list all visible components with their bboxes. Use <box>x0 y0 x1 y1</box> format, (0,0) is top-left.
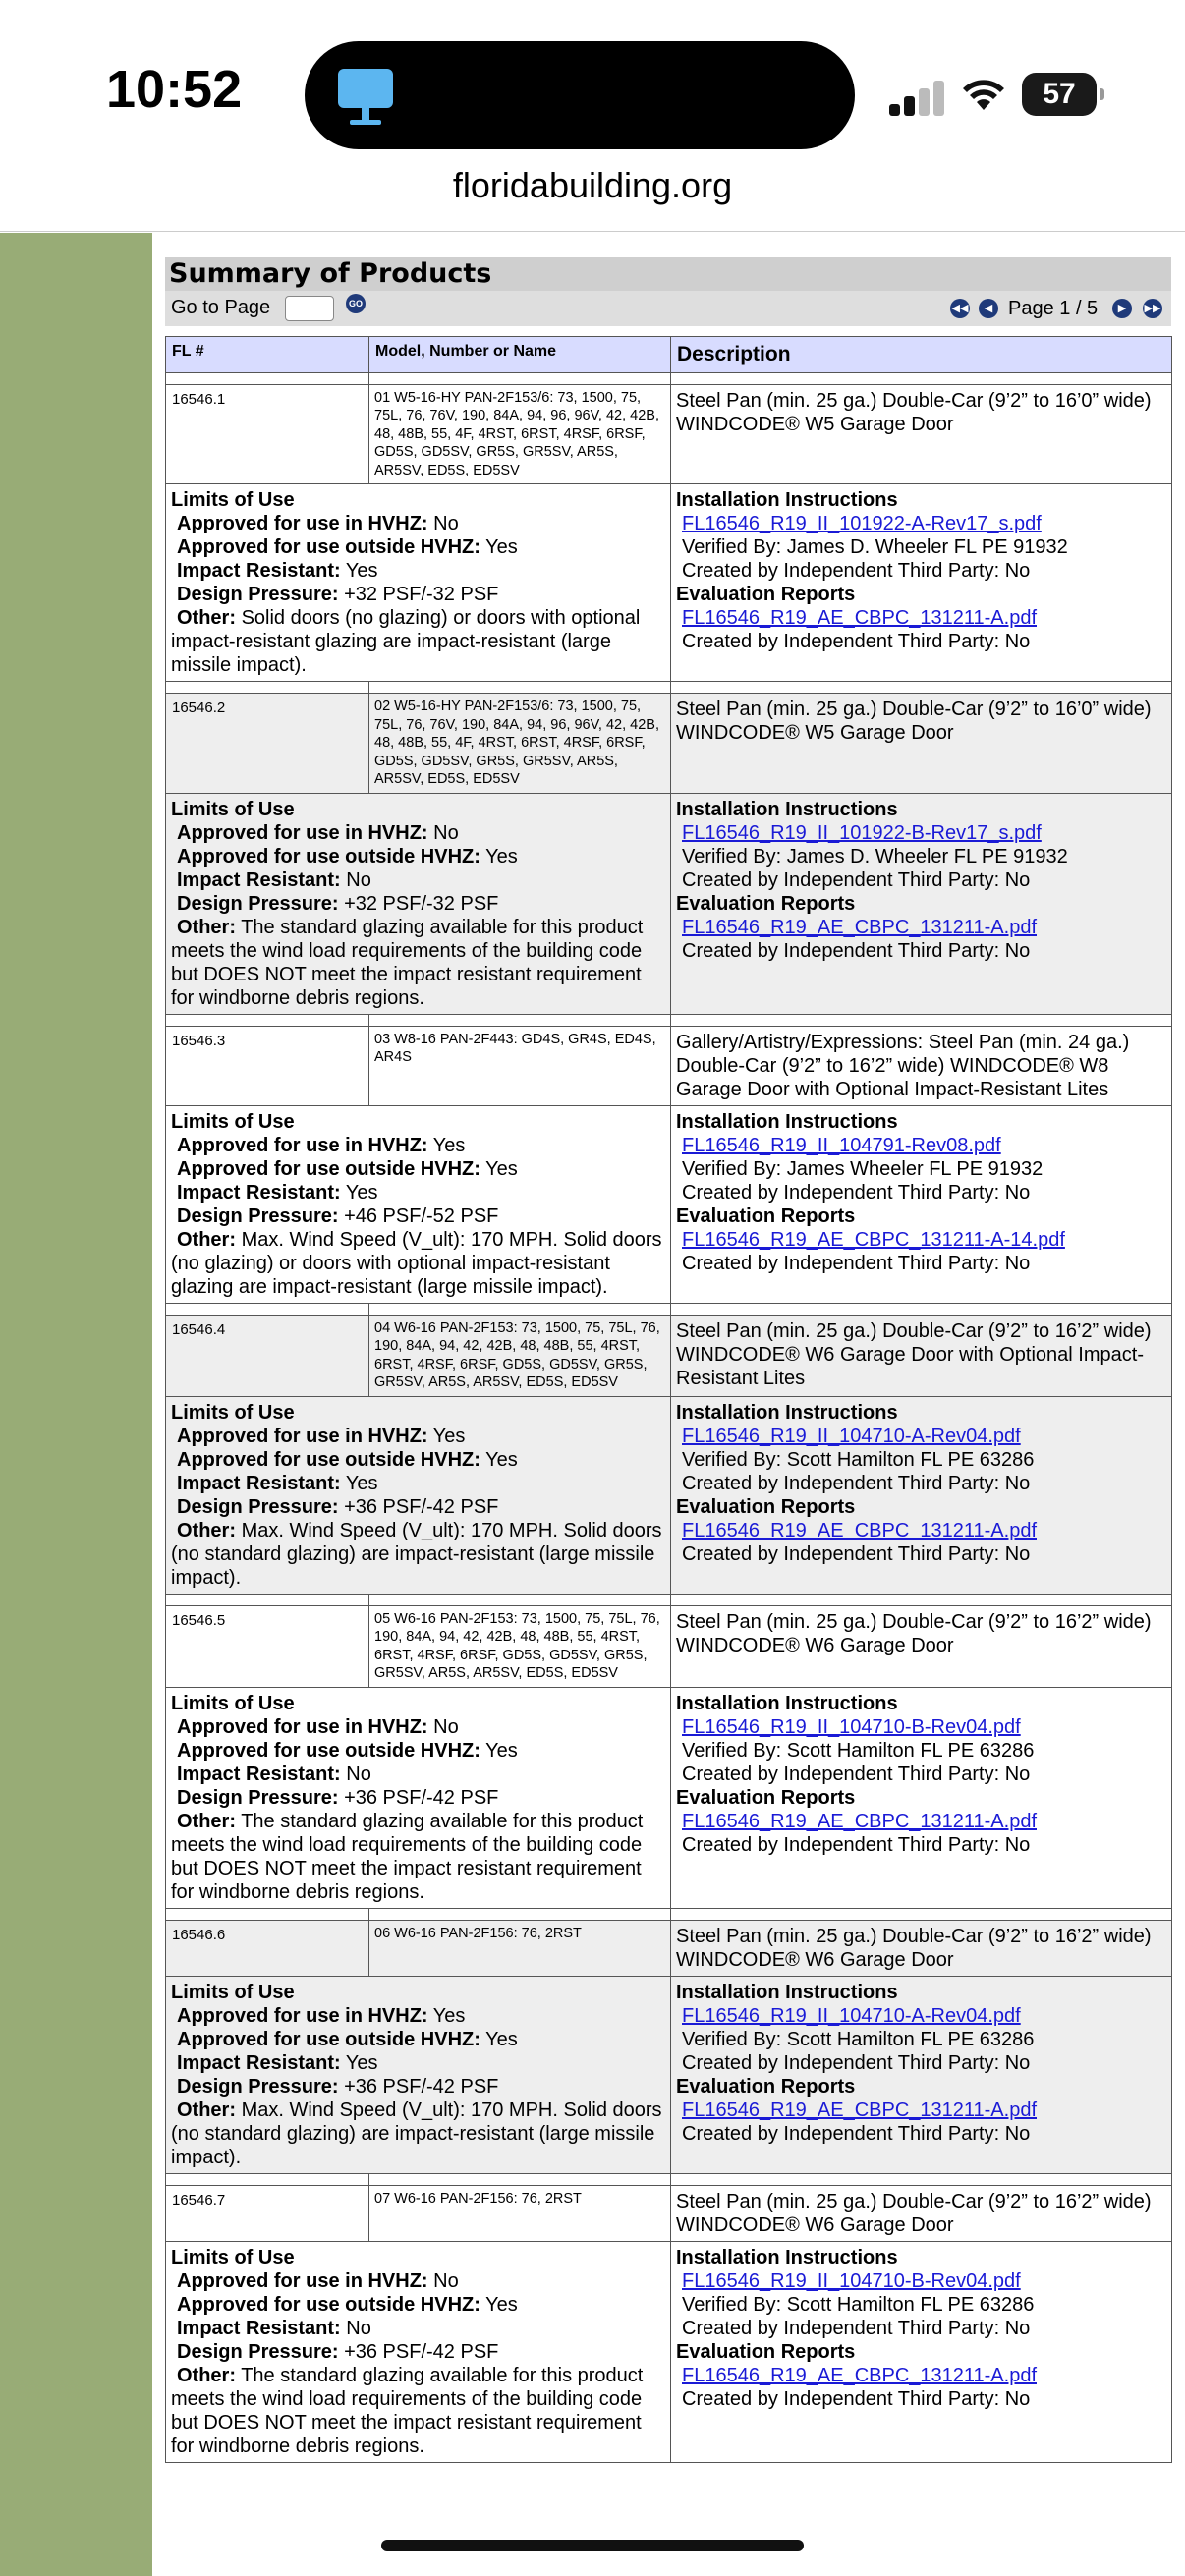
impact-value: Yes <box>345 1181 378 1204</box>
verified-by: Verified By: Scott Hamilton FL PE 63286 <box>682 2293 1035 2316</box>
install-third-party: Created by Independent Third Party: No <box>682 1763 1031 1785</box>
eval-label: Evaluation Reports <box>676 584 856 605</box>
installation-pdf-link[interactable]: FL16546_R19_II_104710-B-Rev04.pdf <box>682 2269 1021 2292</box>
fl-number: 16546.7 <box>166 2185 369 2241</box>
fl-number: 16546.4 <box>166 1315 369 1396</box>
eval-third-party: Created by Independent Third Party: No <box>682 939 1031 962</box>
page-title: Summary of Products <box>165 257 1171 291</box>
row-spacer <box>166 2173 1172 2185</box>
pressure-value: +46 PSF/-52 PSF <box>344 1204 499 1227</box>
row-spacer <box>166 682 1172 694</box>
first-page-icon[interactable]: ◀◀ <box>950 299 970 318</box>
limits-of-use <box>166 2241 671 2462</box>
row-spacer <box>166 1594 1172 1605</box>
wifi-icon <box>961 77 1010 116</box>
other-label: Other: <box>177 1228 236 1251</box>
other-value: The standard glazing available for this product meets the wind load requirements of the building code but DOES NOT meet the impact resistant requirement for windborne debris regions. <box>171 916 644 1009</box>
other-label: Other: <box>177 1519 236 1541</box>
go-button[interactable]: GO <box>346 294 366 313</box>
limits-label: Limits of Use <box>171 2246 295 2268</box>
table-row <box>166 1026 1172 1105</box>
evaluation-pdf-link[interactable]: FL16546_R19_AE_CBPC_131211-A.pdf <box>682 916 1037 938</box>
fl-number: 16546.1 <box>166 384 369 484</box>
other-label: Other: <box>177 916 236 938</box>
installation-info <box>671 1687 1172 1908</box>
impact-value: No <box>346 1763 371 1785</box>
evaluation-pdf-link[interactable]: FL16546_R19_AE_CBPC_131211-A-14.pdf <box>682 1228 1065 1251</box>
description-cell: Steel Pan (min. 25 ga.) Double-Car (9’2” to 16’2” wide) WINDCODE® W6 Garage Door <box>671 1605 1172 1687</box>
battery-icon: 57 <box>1022 73 1097 116</box>
description-cell: Steel Pan (min. 25 ga.) Double-Car (9’2” to 16’2” wide) WINDCODE® W6 Garage Door <box>671 2185 1172 2241</box>
row-detail <box>166 1976 1172 2173</box>
install-third-party: Created by Independent Third Party: No <box>682 1181 1031 1204</box>
description-cell: Steel Pan (min. 25 ga.) Double-Car (9’2” to 16’2” wide) WINDCODE® W6 Garage Door with Optional Impact-Resistant Lites <box>671 1315 1172 1396</box>
evaluation-pdf-link[interactable]: FL16546_R19_AE_CBPC_131211-A.pdf <box>682 607 1037 629</box>
model-cell: 03 W8-16 PAN-2F443: GD4S, GR4S, ED4S, AR4S <box>369 1026 671 1105</box>
limits-label: Limits of Use <box>171 489 295 511</box>
impact-value: No <box>346 868 371 891</box>
eval-third-party: Created by Independent Third Party: No <box>682 1833 1031 1856</box>
status-time: 10:52 <box>106 60 243 119</box>
row-detail <box>166 484 1172 682</box>
pressure-value: +36 PSF/-42 PSF <box>344 1495 499 1518</box>
hvhz-value: No <box>433 821 459 844</box>
hvhz-label: Approved for use in HVHZ: <box>177 1715 428 1738</box>
green-sidebar <box>0 233 152 2576</box>
install-third-party: Created by Independent Third Party: No <box>682 2051 1031 2074</box>
fl-number: 16546.3 <box>166 1026 369 1105</box>
model-cell: 02 W5-16-HY PAN-2F153/6: 73, 1500, 75, 75L, 76, 76V, 190, 84A, 94, 96, 96V, 42, 42B, 48, 48B, 55, 4F, 4RST, 6RST, 4RSF, 6RSF, GD5S, GD5SV, GR5S, GR5SV, AR5S, AR5SV, ED5S, ED5SV <box>369 694 671 794</box>
row-detail <box>166 2241 1172 2462</box>
hvhz-label: Approved for use in HVHZ: <box>177 513 428 534</box>
row-detail <box>166 793 1172 1014</box>
installation-pdf-link[interactable]: FL16546_R19_II_101922-B-Rev17_s.pdf <box>682 821 1042 844</box>
eval-third-party: Created by Independent Third Party: No <box>682 2387 1031 2410</box>
hvhz-label: Approved for use in HVHZ: <box>177 1134 428 1156</box>
install-third-party: Created by Independent Third Party: No <box>682 2317 1031 2339</box>
table-row <box>166 1605 1172 1687</box>
pressure-value: +36 PSF/-42 PSF <box>344 2075 499 2098</box>
impact-value: Yes <box>345 1472 378 1494</box>
impact-label: Impact Resistant: <box>177 1763 341 1785</box>
outside-hvhz-label: Approved for use outside HVHZ: <box>177 1157 480 1180</box>
verified-by: Verified By: James Wheeler FL PE 91932 <box>682 1157 1044 1180</box>
pressure-label: Design Pressure: <box>177 2340 339 2363</box>
fl-number: 16546.6 <box>166 1920 369 1976</box>
installation-info <box>671 1976 1172 2173</box>
impact-label: Impact Resistant: <box>177 1181 341 1204</box>
hvhz-value: No <box>433 1715 459 1738</box>
eval-third-party: Created by Independent Third Party: No <box>682 631 1031 652</box>
install-label: Installation Instructions <box>676 1981 898 2003</box>
install-label: Installation Instructions <box>676 798 898 820</box>
model-cell: 07 W6-16 PAN-2F156: 76, 2RST <box>369 2185 671 2241</box>
eval-label: Evaluation Reports <box>676 1786 856 1809</box>
pressure-value: +36 PSF/-42 PSF <box>344 2340 499 2363</box>
outside-hvhz-value: Yes <box>485 1739 518 1762</box>
hvhz-value: No <box>433 2269 459 2292</box>
evaluation-pdf-link[interactable]: FL16546_R19_AE_CBPC_131211-A.pdf <box>682 1810 1037 1832</box>
verified-by: Verified By: James D. Wheeler FL PE 91932 <box>682 536 1068 558</box>
install-label: Installation Instructions <box>676 1110 898 1133</box>
hvhz-value: Yes <box>432 2004 466 2027</box>
install-label: Installation Instructions <box>676 489 898 511</box>
hvhz-value: Yes <box>432 1425 466 1447</box>
install-label: Installation Instructions <box>676 2246 898 2268</box>
screen-mirroring-icon <box>338 69 393 108</box>
other-value: The standard glazing available for this product meets the wind load requirements of the building code but DOES NOT meet the impact resistant requirement for windborne debris regions. <box>171 1810 644 1903</box>
header-description: Description <box>671 336 1172 372</box>
limits-label: Limits of Use <box>171 1110 295 1133</box>
other-value: Max. Wind Speed (V_ult): 170 MPH. Solid doors (no glazing) or doors with optional impact-resistant glazing are impact-resistant (large missile impact). <box>171 1228 662 1298</box>
outside-hvhz-value: Yes <box>485 1448 518 1471</box>
pressure-label: Design Pressure: <box>177 584 339 605</box>
row-spacer <box>166 372 1172 384</box>
evaluation-pdf-link[interactable]: FL16546_R19_AE_CBPC_131211-A.pdf <box>682 2364 1037 2386</box>
other-value: Max. Wind Speed (V_ult): 170 MPH. Solid doors (no standard glazing) are impact-resistant (large missile impact). <box>171 2099 662 2168</box>
limits-label: Limits of Use <box>171 1981 295 2003</box>
next-page-icon[interactable]: ▶ <box>1112 299 1132 318</box>
table-row <box>166 384 1172 484</box>
impact-value: No <box>346 2317 371 2339</box>
cellular-signal-icon <box>889 81 946 116</box>
pressure-label: Design Pressure: <box>177 2075 339 2098</box>
hvhz-label: Approved for use in HVHZ: <box>177 2004 428 2027</box>
home-indicator <box>381 2540 804 2551</box>
outside-hvhz-value: Yes <box>485 2028 518 2050</box>
limits-of-use <box>166 1396 671 1594</box>
status-bar <box>0 0 1185 157</box>
limits-label: Limits of Use <box>171 798 295 820</box>
eval-label: Evaluation Reports <box>676 2340 856 2363</box>
install-third-party: Created by Independent Third Party: No <box>682 560 1031 582</box>
outside-hvhz-label: Approved for use outside HVHZ: <box>177 536 480 558</box>
installation-info <box>671 1105 1172 1303</box>
limits-of-use <box>166 484 671 682</box>
impact-value: Yes <box>345 560 378 582</box>
eval-label: Evaluation Reports <box>676 1495 856 1518</box>
outside-hvhz-label: Approved for use outside HVHZ: <box>177 1448 480 1471</box>
installation-pdf-link[interactable]: FL16546_R19_II_104791-Rev08.pdf <box>682 1134 1001 1156</box>
outside-hvhz-value: Yes <box>485 1157 518 1180</box>
fl-number: 16546.5 <box>166 1605 369 1687</box>
impact-label: Impact Resistant: <box>177 560 341 582</box>
other-label: Other: <box>177 2099 236 2121</box>
row-detail <box>166 1687 1172 1908</box>
page-number-input[interactable] <box>285 296 334 321</box>
goto-label: Go to Page <box>171 297 271 318</box>
table-header <box>166 336 1172 372</box>
outside-hvhz-value: Yes <box>485 536 518 558</box>
other-value: Max. Wind Speed (V_ult): 170 MPH. Solid doors (no standard glazing) are impact-resistant (large missile impact). <box>171 1519 662 1589</box>
installation-info <box>671 1396 1172 1594</box>
row-spacer <box>166 1303 1172 1315</box>
eval-label: Evaluation Reports <box>676 2075 856 2098</box>
hvhz-value: Yes <box>432 1134 466 1156</box>
browser-chrome <box>0 0 1185 232</box>
pressure-value: +36 PSF/-42 PSF <box>344 1786 499 1809</box>
limits-of-use <box>166 1976 671 2173</box>
hvhz-value: No <box>433 513 459 534</box>
install-third-party: Created by Independent Third Party: No <box>682 868 1031 891</box>
verified-by: Verified By: Scott Hamilton FL PE 63286 <box>682 1448 1035 1471</box>
header-model: Model, Number or Name <box>369 336 671 372</box>
model-cell: 01 W5-16-HY PAN-2F153/6: 73, 1500, 75, 75L, 76, 76V, 190, 84A, 94, 96, 96V, 42, 42B, 48, 48B, 55, 4F, 4RST, 6RST, 4RSF, 6RSF, GD5S, GD5SV, GR5S, GR5SV, AR5S, AR5SV, ED5S, ED5SV <box>369 384 671 484</box>
model-cell: 04 W6-16 PAN-2F153: 73, 1500, 75, 75L, 76, 190, 84A, 94, 42, 42B, 48, 48B, 55, 4RST, 6RST, 4RSF, 6RSF, GD5S, GD5SV, GR5S, GR5SV, AR5S, AR5SV, ED5S, ED5SV <box>369 1315 671 1396</box>
eval-third-party: Created by Independent Third Party: No <box>682 1252 1031 1274</box>
evaluation-pdf-link[interactable]: FL16546_R19_AE_CBPC_131211-A.pdf <box>682 1519 1037 1541</box>
fl-number: 16546.2 <box>166 694 369 794</box>
description-cell: Steel Pan (min. 25 ga.) Double-Car (9’2” to 16’0” wide) WINDCODE® W5 Garage Door <box>671 384 1172 484</box>
verified-by: Verified By: Scott Hamilton FL PE 63286 <box>682 1739 1035 1762</box>
page-info: Page 1 / 5 <box>1008 298 1099 319</box>
products-panel <box>165 257 1171 2463</box>
other-value: Solid doors (no glazing) or doors with optional impact-resistant glazing are impact-resistant (large missile impact). <box>171 607 641 676</box>
install-label: Installation Instructions <box>676 1401 898 1424</box>
eval-third-party: Created by Independent Third Party: No <box>682 1542 1031 1565</box>
impact-label: Impact Resistant: <box>177 1472 341 1494</box>
installation-pdf-link[interactable]: FL16546_R19_II_104710-A-Rev04.pdf <box>682 2004 1021 2027</box>
hvhz-label: Approved for use in HVHZ: <box>177 1425 428 1447</box>
outside-hvhz-label: Approved for use outside HVHZ: <box>177 845 480 868</box>
limits-of-use <box>166 793 671 1014</box>
outside-hvhz-value: Yes <box>485 2293 518 2316</box>
row-detail <box>166 1105 1172 1303</box>
pressure-label: Design Pressure: <box>177 1495 339 1518</box>
outside-hvhz-label: Approved for use outside HVHZ: <box>177 2293 480 2316</box>
description-cell: Gallery/Artistry/Expressions: Steel Pan (min. 24 ga.) Double-Car (9’2” to 16’2” wide) WINDCODE® W8 Garage Door with Optional Impact-Resistant Lites <box>671 1026 1172 1105</box>
table-row <box>166 1920 1172 1976</box>
row-detail <box>166 1396 1172 1594</box>
products-table <box>165 326 1172 2463</box>
outside-hvhz-value: Yes <box>485 845 518 868</box>
limits-label: Limits of Use <box>171 1692 295 1714</box>
other-value: The standard glazing available for this product meets the wind load requirements of the building code but DOES NOT meet the impact resistant requirement for windborne debris regions. <box>171 2364 644 2457</box>
other-label: Other: <box>177 2364 236 2386</box>
hvhz-label: Approved for use in HVHZ: <box>177 821 428 844</box>
header-fl: FL # <box>166 336 369 372</box>
limits-of-use <box>166 1687 671 1908</box>
previous-page-icon[interactable]: ◀ <box>979 299 998 318</box>
dynamic-island <box>305 41 855 149</box>
outside-hvhz-label: Approved for use outside HVHZ: <box>177 1739 480 1762</box>
installation-pdf-link[interactable]: FL16546_R19_II_101922-A-Rev17_s.pdf <box>682 513 1042 534</box>
impact-label: Impact Resistant: <box>177 2317 341 2339</box>
address-bar[interactable]: floridabuilding.org <box>452 165 733 205</box>
install-third-party: Created by Independent Third Party: No <box>682 1472 1031 1494</box>
row-spacer <box>166 1014 1172 1026</box>
row-spacer <box>166 1908 1172 1920</box>
hvhz-label: Approved for use in HVHZ: <box>177 2269 428 2292</box>
installation-pdf-link[interactable]: FL16546_R19_II_104710-A-Rev04.pdf <box>682 1425 1021 1447</box>
pressure-value: +32 PSF/-32 PSF <box>344 584 499 605</box>
limits-of-use <box>166 1105 671 1303</box>
model-cell: 05 W6-16 PAN-2F153: 73, 1500, 75, 75L, 76, 190, 84A, 94, 42, 42B, 48, 48B, 55, 4RST, 6RST, 4RSF, 6RSF, GD5S, GD5SV, GR5S, GR5SV, AR5S, AR5SV, ED5S, ED5SV <box>369 1605 671 1687</box>
pressure-label: Design Pressure: <box>177 1786 339 1809</box>
install-label: Installation Instructions <box>676 1692 898 1714</box>
description-cell: Steel Pan (min. 25 ga.) Double-Car (9’2” to 16’0” wide) WINDCODE® W5 Garage Door <box>671 694 1172 794</box>
verified-by: Verified By: James D. Wheeler FL PE 91932 <box>682 845 1068 868</box>
impact-label: Impact Resistant: <box>177 2051 341 2074</box>
other-label: Other: <box>177 607 236 629</box>
installation-info <box>671 2241 1172 2462</box>
description-cell: Steel Pan (min. 25 ga.) Double-Car (9’2” to 16’2” wide) WINDCODE® W6 Garage Door <box>671 1920 1172 1976</box>
installation-info <box>671 484 1172 682</box>
installation-info <box>671 793 1172 1014</box>
table-row <box>166 1315 1172 1396</box>
other-label: Other: <box>177 1810 236 1832</box>
pagination-bar <box>165 291 1171 326</box>
table-row <box>166 694 1172 794</box>
pressure-value: +32 PSF/-32 PSF <box>344 892 499 915</box>
outside-hvhz-label: Approved for use outside HVHZ: <box>177 2028 480 2050</box>
verified-by: Verified By: Scott Hamilton FL PE 63286 <box>682 2028 1035 2050</box>
table-row <box>166 2185 1172 2241</box>
last-page-icon[interactable]: ▶▶ <box>1143 299 1162 318</box>
limits-label: Limits of Use <box>171 1401 295 1424</box>
pressure-label: Design Pressure: <box>177 892 339 915</box>
eval-label: Evaluation Reports <box>676 892 856 915</box>
model-cell: 06 W6-16 PAN-2F156: 76, 2RST <box>369 1920 671 1976</box>
impact-value: Yes <box>345 2051 378 2074</box>
impact-label: Impact Resistant: <box>177 868 341 891</box>
evaluation-pdf-link[interactable]: FL16546_R19_AE_CBPC_131211-A.pdf <box>682 2099 1037 2121</box>
pressure-label: Design Pressure: <box>177 1204 339 1227</box>
installation-pdf-link[interactable]: FL16546_R19_II_104710-B-Rev04.pdf <box>682 1715 1021 1738</box>
eval-third-party: Created by Independent Third Party: No <box>682 2122 1031 2145</box>
eval-label: Evaluation Reports <box>676 1204 856 1227</box>
